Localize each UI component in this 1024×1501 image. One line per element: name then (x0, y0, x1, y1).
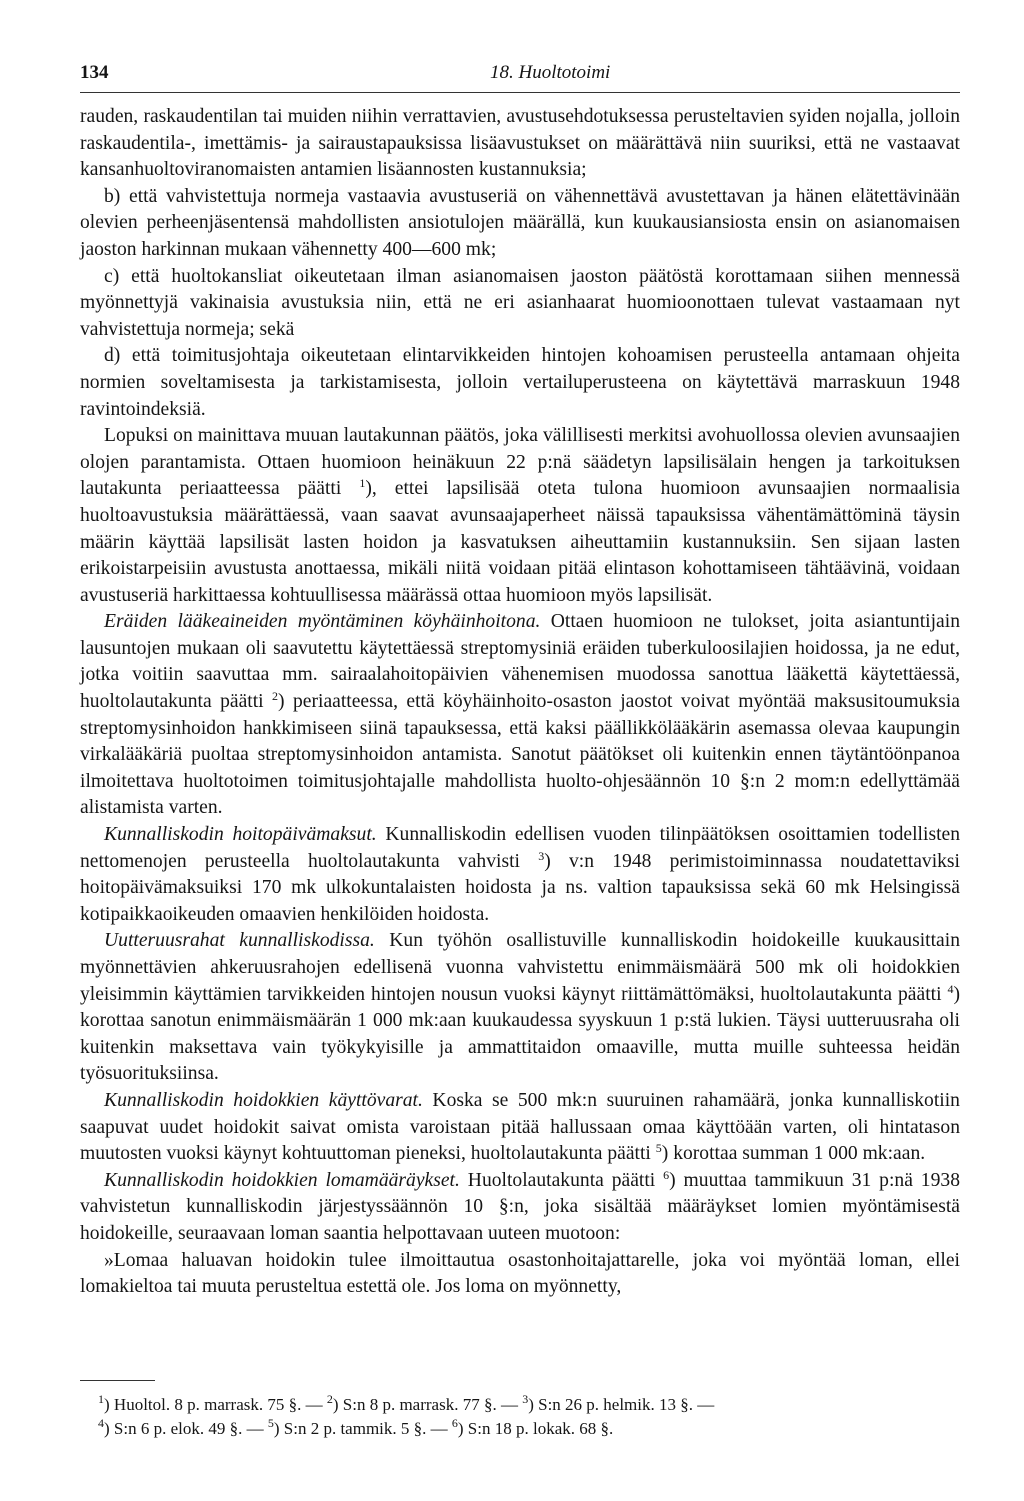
paragraph (80, 423, 960, 609)
footnote-ref: 2 (272, 689, 279, 704)
running-head (80, 62, 960, 93)
text-run: Lopuksi on mainittava muuan lautakunnan päätös, joka välillisesti merkitsi avohuollossa olevien avunsaajien olojen parantamista. Ottaen huomioon heinäkuun 22 p:nä säädetyn lapsilisälain hengen ja tarkoituksen lautakunta periaatteessa päätti (80, 425, 960, 500)
text-run: ) S:n 18 p. lokak. 68 §. (457, 1419, 614, 1438)
paragraph (80, 1168, 960, 1248)
footnotes (80, 1393, 960, 1441)
footnote-ref: 5 (267, 1416, 274, 1430)
footnote-ref: 4 (947, 981, 954, 996)
body-text (80, 104, 960, 1301)
paragraph (80, 184, 960, 264)
footnote-ref: 5 (655, 1141, 662, 1156)
text-run: Koska se 500 mk:n suuruinen rahamäärä, jonka kunnalliskotiin saapuvat uudet hoidokit saivat omista varoistaan pitää hallussaan omaa käyttöään varten, oli hintatason muutosten vuoksi käynyt kohtuuttoman pieneksi, huoltolautakunta päätti (80, 1089, 960, 1165)
run-in-heading: Uutteruusrahat kunnalliskodissa. (104, 930, 375, 952)
run-in-heading: Kunnalliskodin hoidokkien lomamääräykset. (104, 1169, 460, 1191)
running-title: 18. Huoltotoimi (490, 62, 611, 83)
footnote-ref: 1 (98, 1392, 104, 1406)
paragraph (80, 104, 960, 184)
paragraph (80, 264, 960, 344)
text-run: ) periaatteessa, että köyhäinhoito-osaston jaostot voivat myöntää maksusitoumuksia streptomysinhoidon hankkimiseen siinä tapauksessa, että kaksi päällikkölääkärin asemassa olevaa kaupungin virkalääkäriä puoltaa streptomysinhoidon antamista. Sanotut päätökset oli kuitenkin ennen täytäntöönpanoa ilmoitettava huoltotoimen toimitusjohtajalle mahdollista huolto-ohjesäännön 10 §:n 2 mom:n edellyttämää alistamista varten. (80, 691, 960, 819)
run-in-heading: Eräiden lääkeaineiden myöntäminen köyhäinhoitona. (104, 611, 541, 633)
page-number: 134 (80, 62, 109, 83)
text-run: ) Huoltol. 8 p. marrask. 75 §. — (104, 1395, 327, 1414)
text-run: ) S:n 8 p. marrask. 77 §. — (332, 1395, 523, 1414)
footnote-ref: 2 (326, 1392, 333, 1406)
footnote-line (80, 1393, 960, 1417)
text-run: rauden, raskaudentilan tai muiden niihin verrattavien, avustusehdotuksessa perusteltavien syiden nojalla, jolloin raskaudentila-, imettämis- ja sairaustapauksissa lisäavustukset on määrättävä niin suuriksi, että ne vastaavat kansanhuoltoviranomaisten antamien lisäannosten kustannuksia; (80, 106, 960, 181)
text-run: Kun työhön osallistuville kunnalliskodin hoidokeille kuukausittain myönnettävien ahkeruusrahojen edellisenä vuonna vahvistettu enimmäismäärä 500 mk oli hoidokkien yleisimmin käyttämien tarvikkeiden hintojen nousun vuoksi käynyt riittämättömäksi, huoltolautakunta päätti (80, 930, 960, 1005)
text-run: Kunnalliskodin edellisen vuoden tilinpäätöksen osoittamien todellisten nettomenojen perusteella huoltolautakunta vahvisti (80, 824, 961, 872)
text-run: ), ettei lapsilisää oteta tulona huomioon avunsaajien normaalisia huoltoavustuksia määrättäessä, vaan saavat avunsaajaperheet näissä tapauksissa vähentämättöminä täysin määrin käyttää lapsilisät lasten hoidon ja kasvatuksen aiheuttamiin kustannuksiin. Sen sijaan lasten erikoistarpeisiin avustusta anottaessa, mikäli niitä voidaan pitää elintason kohottamiseen tähtäävinä, voidaan avustuseriä harkittaessa kohtuullisessa määrässä ottaa huomioon myös lapsilisät. (80, 478, 960, 606)
text-run: ) S:n 26 p. helmik. 13 §. — (528, 1395, 715, 1414)
footnote-rule (80, 1380, 155, 1381)
text-run: ) S:n 2 p. tammik. 5 §. — (273, 1419, 452, 1438)
paragraph (80, 1088, 960, 1168)
paragraph (80, 343, 960, 423)
text-run: ) v:n 1948 perimistoiminnassa noudatettaviksi hoitopäivämaksuiksi 170 mk ulkokuntalaisten hoidosta ja ns. valtion tapauksissa sekä 60 mk Helsingissä kotipaikkaoikeuden omaavien henkilöiden hoidosta. (80, 850, 960, 925)
text-run: ) korottaa summan 1 000 mk:aan. (661, 1143, 926, 1165)
text-run: d) että toimitusjohtaja oikeutetaan elintarvikkeiden hintojen kohoamisen perusteella antamaan ohjeita normien soveltamisesta ja tarkistamisesta, jolloin vertailuperusteena on käytettävä marraskuun 1948 ravintoindeksiä. (80, 345, 960, 420)
paragraph (80, 609, 960, 822)
footnote-ref: 4 (98, 1416, 104, 1430)
text-run: ) S:n 6 p. elok. 49 §. — (104, 1419, 268, 1438)
text-run: Ottaen huomioon ne tulokset, joita asiantuntijain lausuntojen mukaan oli saavutettu käytettäessä streptomysiniä eräiden tuberkuloosilajien hoidossa, ja ne edut, jotka voitiin saavuttaa mm. sairaalahoitopäivien vähenemisen muodossa sanottua lääkettä käytettäessä, huoltolautakunta päätti (80, 611, 960, 713)
footnote-ref: 6 (663, 1167, 670, 1182)
footnote-line (80, 1417, 960, 1441)
text-run: Huoltolautakunta päätti (459, 1169, 664, 1191)
footnote-ref: 1 (359, 476, 366, 491)
text-run: c) että huoltokansliat oikeutetaan ilman asianomaisen jaoston päätöstä korottamaan siihen mennessä myönnettyjä vakinaisia avustuksia niin, että ne eri asianhaarat huomioonottaen tulevat vastaamaan nyt vahvistettuja normeja; sekä (80, 265, 960, 340)
run-in-heading: Kunnalliskodin hoitopäivämaksut. (104, 824, 377, 846)
footnote-ref: 3 (538, 848, 545, 863)
text-run: »Lomaa haluavan hoidokin tulee ilmoittautua osastonhoitajattarelle, joka voi myöntää loman, ellei lomakieltoa tai muuta perusteltua estettä ole. Jos loma on myönnetty, (80, 1249, 960, 1298)
footnote-ref: 3 (522, 1392, 529, 1406)
footnote-ref: 6 (451, 1416, 458, 1430)
paragraph (80, 1248, 960, 1301)
paragraph (80, 822, 960, 928)
text-run: ) muuttaa tammikuun 31 p:nä 1938 vahvistetun kunnalliskodin järjestyssäännön 10 §:n, joka sisältää määräykset lomien myöntämisestä hoidokeille, seuraavaan loman saantia helpottavaan uuteen muotoon: (80, 1169, 960, 1244)
run-in-heading: Kunnalliskodin hoidokkien käyttövarat. (104, 1089, 423, 1111)
text-run: b) että vahvistettuja normeja vastaavia avustuseriä on vähennettävä avustettavan ja hänen elätettävinään olevien perheenjäsentensä mahdollisten ansiotulojen määrällä, kun kuukausiansiosta ensin on asianomaisen jaoston harkinnan mukaan vähennetty 400—600 mk; (80, 185, 960, 260)
paragraph (80, 928, 960, 1088)
text-run: ) korottaa sanotun enimmäismäärän 1 000 mk:aan kuukaudessa syyskuun 1 p:stä lukien. Täysi uutteruusraha oli kuitenkin maksettava vain työkykyisille ja ammattitaidon omaaville, mutta muille suhteessa heidän työsuorituksiinsa. (80, 983, 960, 1085)
